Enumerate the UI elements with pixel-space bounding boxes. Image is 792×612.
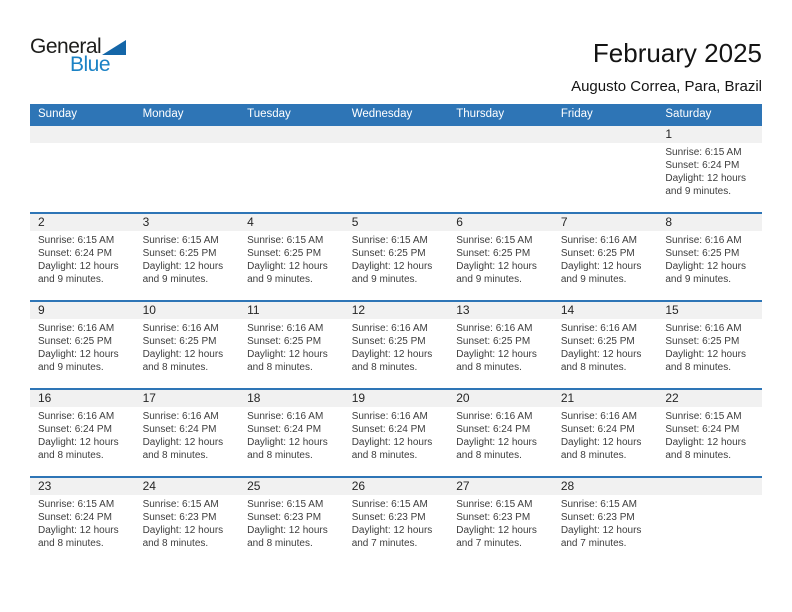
empty-day-cell [657, 477, 762, 565]
day-cell [553, 389, 658, 477]
day-cell [30, 301, 135, 389]
day-number: 22 [665, 391, 679, 405]
daylight-text: Daylight: 12 hours and 9 minutes. [38, 261, 119, 285]
daylight-text: Daylight: 12 hours and 8 minutes. [665, 349, 746, 373]
sunrise-text: Sunrise: 6:16 AM [247, 323, 324, 334]
day-number: 27 [456, 479, 470, 493]
day-cell [344, 389, 449, 477]
sunrise-text: Sunrise: 6:16 AM [560, 323, 637, 334]
week-row [30, 477, 762, 565]
daylight-text: Daylight: 12 hours and 9 minutes. [142, 261, 224, 285]
day-number-band [344, 302, 449, 319]
sunrise-text: Sunrise: 6:15 AM [665, 147, 742, 158]
weekday-header-saturday: Saturday [657, 104, 762, 125]
sunset-text: Sunset: 6:25 PM [351, 336, 426, 347]
day-number-band [448, 126, 553, 143]
day-number-band [657, 478, 762, 495]
sunset-text: Sunset: 6:24 PM [665, 160, 740, 171]
day-info [553, 495, 658, 550]
day-number: 14 [560, 303, 575, 317]
day-cell [239, 213, 344, 301]
daylight-text: Daylight: 12 hours and 8 minutes. [247, 349, 328, 373]
sunset-text: Sunset: 6:25 PM [351, 248, 426, 259]
daylight-text: Daylight: 12 hours and 9 minutes. [247, 261, 328, 285]
day-number-band [30, 390, 135, 407]
sunrise-text: Sunrise: 6:15 AM [247, 499, 324, 510]
sunset-text: Sunset: 6:24 PM [38, 512, 112, 523]
day-info [135, 495, 240, 550]
day-number: 13 [456, 303, 470, 317]
daylight-text: Daylight: 12 hours and 7 minutes. [351, 525, 433, 549]
day-number: 5 [351, 215, 359, 229]
day-number-band [344, 214, 449, 231]
day-info [657, 231, 762, 286]
day-info [448, 319, 553, 374]
day-number-band [657, 302, 762, 319]
day-number-band [448, 214, 553, 231]
day-number-band [239, 478, 344, 495]
daylight-text: Daylight: 12 hours and 8 minutes. [560, 437, 642, 461]
day-number: 9 [38, 303, 45, 317]
sunrise-text: Sunrise: 6:15 AM [456, 235, 533, 246]
day-cell [344, 301, 449, 389]
day-number: 19 [351, 391, 366, 405]
day-cell [553, 477, 658, 565]
sunset-text: Sunset: 6:24 PM [38, 424, 112, 435]
daylight-text: Daylight: 12 hours and 8 minutes. [247, 525, 328, 549]
day-cell [135, 477, 240, 565]
sunset-text: Sunset: 6:25 PM [665, 336, 740, 347]
day-number-band [239, 126, 344, 143]
day-number-band [344, 478, 449, 495]
sunset-text: Sunset: 6:25 PM [247, 336, 322, 347]
day-number-band [30, 302, 135, 319]
day-number: 25 [247, 479, 261, 493]
sunset-text: Sunset: 6:25 PM [560, 248, 635, 259]
daylight-text: Daylight: 12 hours and 9 minutes. [665, 173, 746, 197]
sunset-text: Sunset: 6:25 PM [560, 336, 635, 347]
sunrise-text: Sunrise: 6:16 AM [560, 411, 637, 422]
day-number-band [553, 214, 658, 231]
sunrise-text: Sunrise: 6:15 AM [456, 499, 533, 510]
day-cell [448, 213, 553, 301]
daylight-text: Daylight: 12 hours and 7 minutes. [560, 525, 642, 549]
week-row [30, 389, 762, 477]
empty-day-cell [344, 125, 449, 213]
day-info [30, 495, 135, 550]
month-title: February 2025 [592, 38, 762, 68]
daylight-text: Daylight: 12 hours and 8 minutes. [142, 437, 224, 461]
day-number-band [553, 302, 658, 319]
day-number-band [30, 126, 135, 143]
empty-day-cell [448, 125, 553, 213]
day-number: 18 [247, 391, 261, 405]
day-number-band [553, 478, 658, 495]
logo [30, 36, 126, 75]
sunset-text: Sunset: 6:24 PM [456, 424, 531, 435]
day-number: 16 [38, 391, 52, 405]
day-number-band [657, 214, 762, 231]
day-number-band [448, 302, 553, 319]
empty-day-cell [30, 125, 135, 213]
logo-text-general: General [30, 35, 102, 58]
day-number: 2 [38, 215, 45, 229]
header-titles [571, 38, 762, 95]
day-number-band [448, 390, 553, 407]
day-number-band [135, 126, 240, 143]
sunset-text: Sunset: 6:24 PM [38, 248, 112, 259]
day-cell [239, 301, 344, 389]
day-info [344, 319, 449, 374]
day-number-band [135, 390, 240, 407]
day-info [553, 407, 658, 462]
daylight-text: Daylight: 12 hours and 8 minutes. [142, 349, 224, 373]
day-info [239, 231, 344, 286]
day-number: 23 [38, 479, 52, 493]
sunrise-text: Sunrise: 6:16 AM [38, 411, 115, 422]
sunrise-text: Sunrise: 6:16 AM [665, 323, 742, 334]
sunrise-text: Sunrise: 6:16 AM [560, 235, 637, 246]
sunrise-text: Sunrise: 6:16 AM [38, 323, 115, 334]
weekday-header-thursday: Thursday [448, 104, 553, 125]
sunset-text: Sunset: 6:24 PM [142, 424, 217, 435]
daylight-text: Daylight: 12 hours and 9 minutes. [456, 261, 537, 285]
day-number: 20 [456, 391, 470, 405]
sunrise-text: Sunrise: 6:16 AM [665, 235, 742, 246]
sunrise-text: Sunrise: 6:15 AM [38, 499, 115, 510]
day-info [135, 407, 240, 462]
day-info [135, 231, 240, 286]
week-row [30, 213, 762, 301]
day-number-band [657, 126, 762, 143]
day-number-band [135, 302, 240, 319]
sunrise-text: Sunrise: 6:15 AM [38, 235, 115, 246]
sunset-text: Sunset: 6:24 PM [560, 424, 635, 435]
daylight-text: Daylight: 12 hours and 8 minutes. [560, 349, 642, 373]
sunrise-text: Sunrise: 6:15 AM [351, 235, 428, 246]
daylight-text: Daylight: 12 hours and 8 minutes. [38, 525, 119, 549]
day-cell [30, 389, 135, 477]
day-cell [448, 389, 553, 477]
sunrise-text: Sunrise: 6:16 AM [456, 411, 533, 422]
sunrise-text: Sunrise: 6:15 AM [247, 235, 324, 246]
day-info [30, 319, 135, 374]
day-cell [30, 213, 135, 301]
daylight-text: Daylight: 12 hours and 9 minutes. [38, 349, 119, 373]
day-number: 7 [560, 215, 568, 229]
day-info [344, 231, 449, 286]
week-row [30, 125, 762, 213]
day-number: 21 [560, 391, 575, 405]
sunset-text: Sunset: 6:25 PM [665, 248, 740, 259]
daylight-text: Daylight: 12 hours and 8 minutes. [38, 437, 119, 461]
day-info [239, 319, 344, 374]
daylight-text: Daylight: 12 hours and 9 minutes. [665, 261, 746, 285]
day-cell [344, 213, 449, 301]
sunset-text: Sunset: 6:25 PM [247, 248, 322, 259]
sunrise-text: Sunrise: 6:16 AM [142, 323, 219, 334]
day-number-band [135, 214, 240, 231]
sunrise-text: Sunrise: 6:15 AM [665, 411, 742, 422]
day-number-band [239, 302, 344, 319]
sunrise-text: Sunrise: 6:16 AM [247, 411, 324, 422]
day-number: 28 [560, 479, 575, 493]
day-number: 8 [665, 215, 673, 229]
daylight-text: Daylight: 12 hours and 8 minutes. [456, 349, 537, 373]
day-cell [553, 301, 658, 389]
sunset-text: Sunset: 6:25 PM [456, 248, 531, 259]
day-number-band [239, 390, 344, 407]
day-info [657, 319, 762, 374]
day-info [553, 319, 658, 374]
sunrise-text: Sunrise: 6:16 AM [351, 323, 428, 334]
daylight-text: Daylight: 12 hours and 8 minutes. [351, 437, 433, 461]
day-number-band [344, 126, 449, 143]
day-cell [448, 477, 553, 565]
day-info [135, 319, 240, 374]
sunset-text: Sunset: 6:25 PM [142, 248, 217, 259]
day-number: 26 [351, 479, 366, 493]
day-info [448, 495, 553, 550]
empty-day-cell [553, 125, 658, 213]
day-cell [135, 389, 240, 477]
day-info [344, 407, 449, 462]
day-cell [239, 477, 344, 565]
daylight-text: Daylight: 12 hours and 9 minutes. [351, 261, 433, 285]
day-number: 24 [142, 479, 156, 493]
day-cell [30, 477, 135, 565]
day-number: 11 [247, 303, 260, 317]
sunset-text: Sunset: 6:23 PM [142, 512, 217, 523]
day-info [239, 407, 344, 462]
day-cell [135, 213, 240, 301]
sunrise-text: Sunrise: 6:16 AM [351, 411, 428, 422]
day-info [657, 407, 762, 462]
day-number-band [553, 390, 658, 407]
sunset-text: Sunset: 6:24 PM [351, 424, 426, 435]
daylight-text: Daylight: 12 hours and 8 minutes. [142, 525, 224, 549]
daylight-text: Daylight: 12 hours and 9 minutes. [560, 261, 642, 285]
logo-text-blue: Blue [70, 53, 111, 76]
day-cell [553, 213, 658, 301]
day-number: 10 [142, 303, 156, 317]
daylight-text: Daylight: 12 hours and 8 minutes. [247, 437, 328, 461]
calendar-table [30, 104, 762, 565]
day-cell [657, 213, 762, 301]
weekday-header-tuesday: Tuesday [239, 104, 344, 125]
day-number-band [657, 390, 762, 407]
empty-day-cell [239, 125, 344, 213]
day-number-band [239, 214, 344, 231]
day-info [239, 495, 344, 550]
day-number: 6 [456, 215, 463, 229]
daylight-text: Daylight: 12 hours and 8 minutes. [665, 437, 746, 461]
day-number-band [30, 478, 135, 495]
week-row [30, 301, 762, 389]
day-cell [657, 125, 762, 213]
day-info [448, 231, 553, 286]
sunset-text: Sunset: 6:23 PM [560, 512, 635, 523]
day-info [448, 407, 553, 462]
sunset-text: Sunset: 6:25 PM [38, 336, 112, 347]
sunset-text: Sunset: 6:25 PM [456, 336, 531, 347]
sunrise-text: Sunrise: 6:16 AM [456, 323, 533, 334]
weekday-header-wednesday: Wednesday [344, 104, 449, 125]
sunset-text: Sunset: 6:25 PM [142, 336, 217, 347]
location-subtitle: Augusto Correa, Para, Brazil [571, 78, 762, 95]
sunset-text: Sunset: 6:23 PM [247, 512, 322, 523]
day-info [30, 231, 135, 286]
day-cell [657, 389, 762, 477]
sunrise-text: Sunrise: 6:15 AM [351, 499, 428, 510]
day-number-band [344, 390, 449, 407]
day-info [553, 231, 658, 286]
day-cell [135, 301, 240, 389]
sunrise-text: Sunrise: 6:15 AM [560, 499, 637, 510]
day-number-band [553, 126, 658, 143]
day-cell [344, 477, 449, 565]
weekday-header-sunday: Sunday [30, 104, 135, 125]
sunrise-text: Sunrise: 6:15 AM [142, 499, 219, 510]
day-info [344, 495, 449, 550]
day-number: 15 [665, 303, 679, 317]
day-number: 12 [351, 303, 366, 317]
sunrise-text: Sunrise: 6:15 AM [142, 235, 219, 246]
day-number-band [448, 478, 553, 495]
day-cell [448, 301, 553, 389]
daylight-text: Daylight: 12 hours and 8 minutes. [456, 437, 537, 461]
daylight-text: Daylight: 12 hours and 8 minutes. [351, 349, 433, 373]
empty-day-cell [135, 125, 240, 213]
day-number: 17 [142, 391, 156, 405]
day-cell [657, 301, 762, 389]
day-number: 1 [665, 127, 673, 141]
weekday-header-monday: Monday [135, 104, 240, 125]
sunset-text: Sunset: 6:24 PM [247, 424, 322, 435]
day-number-band [135, 478, 240, 495]
day-number-band [30, 214, 135, 231]
day-number: 3 [142, 215, 150, 229]
day-info [657, 143, 762, 198]
day-info [30, 407, 135, 462]
sunset-text: Sunset: 6:23 PM [351, 512, 426, 523]
sunset-text: Sunset: 6:23 PM [456, 512, 531, 523]
day-number: 4 [247, 215, 254, 229]
sunrise-text: Sunrise: 6:16 AM [142, 411, 219, 422]
daylight-text: Daylight: 12 hours and 7 minutes. [456, 525, 537, 549]
sunset-text: Sunset: 6:24 PM [665, 424, 740, 435]
day-cell [239, 389, 344, 477]
weekday-header-friday: Friday [553, 104, 658, 125]
weekday-header-row [30, 104, 762, 125]
